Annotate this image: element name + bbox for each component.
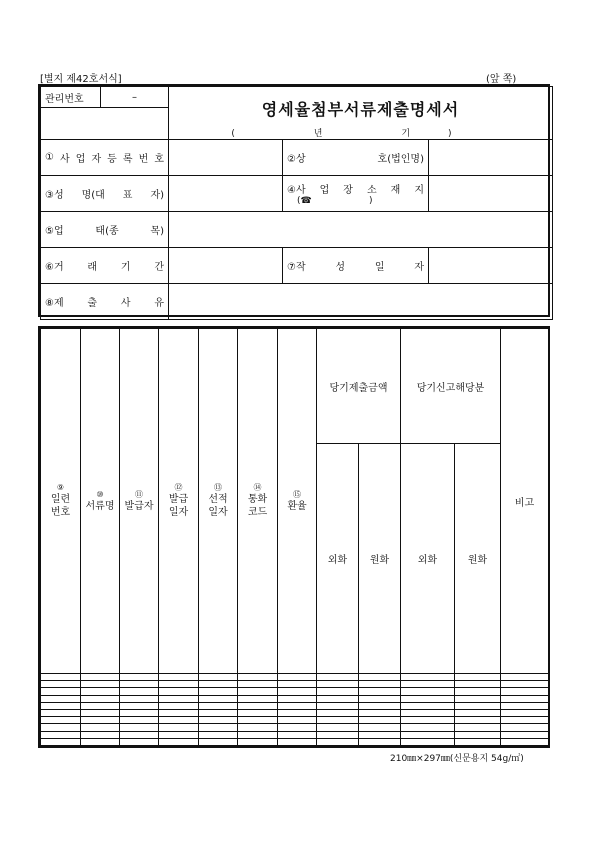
table-cell[interactable] <box>41 731 81 738</box>
mgmt-no-label: 관리번호 <box>41 87 101 108</box>
table-cell[interactable] <box>501 731 549 738</box>
table-cell[interactable] <box>317 702 359 709</box>
table-cell[interactable] <box>278 681 317 688</box>
table-cell[interactable] <box>317 674 359 681</box>
table-cell[interactable] <box>159 681 199 688</box>
table-cell[interactable] <box>317 695 359 702</box>
table-cell[interactable] <box>359 688 401 695</box>
reg-no-label: ① 사 업 자 등 록 번 호 <box>41 140 169 176</box>
group-reported: 당기신고해당분 <box>401 329 501 444</box>
table-cell[interactable] <box>501 717 549 724</box>
table-row <box>41 710 549 717</box>
page-side: (앞 쪽) <box>486 74 517 85</box>
table-cell[interactable] <box>238 688 278 695</box>
table-cell[interactable] <box>317 724 359 731</box>
col-note: 비고 <box>501 329 549 674</box>
table-cell[interactable] <box>199 695 238 702</box>
table-cell[interactable] <box>455 731 501 738</box>
col-rep-foreign: 외화 <box>401 444 455 674</box>
company-label: ②상 호(법인명) <box>283 140 429 176</box>
col-rate: ⑮ 환율 <box>278 329 317 674</box>
table-cell[interactable] <box>455 688 501 695</box>
table-cell[interactable] <box>120 674 159 681</box>
table-cell[interactable] <box>120 731 159 738</box>
table-cell[interactable] <box>41 724 81 731</box>
table-cell[interactable] <box>238 695 278 702</box>
table-cell[interactable] <box>81 674 120 681</box>
table-cell[interactable] <box>238 702 278 709</box>
table-cell[interactable] <box>199 702 238 709</box>
table-cell[interactable] <box>359 717 401 724</box>
table-row <box>41 681 549 688</box>
table-cell[interactable] <box>278 688 317 695</box>
table-cell[interactable] <box>278 717 317 724</box>
table-cell[interactable] <box>159 724 199 731</box>
table-cell[interactable] <box>455 674 501 681</box>
table-cell[interactable] <box>238 724 278 731</box>
table-cell[interactable] <box>159 702 199 709</box>
written-field[interactable] <box>429 248 553 284</box>
table-cell[interactable] <box>120 695 159 702</box>
period-label-cell: ⑥거 래 기 간 <box>41 248 169 284</box>
table-cell[interactable] <box>455 695 501 702</box>
table-cell[interactable] <box>278 731 317 738</box>
table-cell[interactable] <box>120 702 159 709</box>
table-cell[interactable] <box>278 724 317 731</box>
title-cell <box>169 87 553 140</box>
table-cell[interactable] <box>401 702 455 709</box>
form-number: [별지 제42호서식] <box>40 74 122 85</box>
table-cell[interactable] <box>455 702 501 709</box>
name-label: ③성 명(대 표 자) <box>41 176 169 212</box>
table-cell[interactable] <box>41 710 81 717</box>
table-cell[interactable] <box>81 724 120 731</box>
table-cell[interactable] <box>359 738 401 745</box>
table-cell[interactable] <box>401 695 455 702</box>
table-cell[interactable] <box>278 702 317 709</box>
table-cell[interactable] <box>41 688 81 695</box>
table-cell[interactable] <box>401 717 455 724</box>
table-cell[interactable] <box>401 688 455 695</box>
table-row <box>41 724 549 731</box>
table-cell[interactable] <box>278 695 317 702</box>
table-cell[interactable] <box>120 688 159 695</box>
table-cell[interactable] <box>455 710 501 717</box>
reg-no-field[interactable] <box>169 140 283 176</box>
phone-label: (☎ ) <box>297 196 373 206</box>
mgmt-blank <box>41 108 169 140</box>
address-field[interactable] <box>429 176 553 212</box>
business-label: ⑤업 태(종 목) <box>41 212 169 248</box>
paper-spec: 210㎜×297㎜(신문용지 54g/㎡) <box>390 754 524 764</box>
table-cell[interactable] <box>238 674 278 681</box>
table-cell[interactable] <box>159 688 199 695</box>
table-cell[interactable] <box>199 710 238 717</box>
table-cell[interactable] <box>455 738 501 745</box>
table-cell[interactable] <box>199 674 238 681</box>
table-row <box>41 717 549 724</box>
form-title: 영세율첨부서류제출명세서 <box>261 100 460 119</box>
table-cell[interactable] <box>159 717 199 724</box>
table-cell[interactable] <box>359 702 401 709</box>
table-cell[interactable] <box>501 738 549 745</box>
table-cell[interactable] <box>317 681 359 688</box>
table-cell[interactable] <box>81 710 120 717</box>
table-cell[interactable] <box>359 681 401 688</box>
table-row <box>41 695 549 702</box>
mgmt-no-value[interactable]: – <box>101 87 169 108</box>
col-currency: ⑭ 통화 코드 <box>238 329 278 674</box>
col-seq: ⑨ 일련 번호 <box>41 329 81 674</box>
table-cell[interactable] <box>81 695 120 702</box>
table-cell[interactable] <box>199 731 238 738</box>
table-cell[interactable] <box>81 731 120 738</box>
table-cell[interactable] <box>41 674 81 681</box>
table-cell[interactable] <box>159 710 199 717</box>
table-row <box>41 738 549 745</box>
table-cell[interactable] <box>199 688 238 695</box>
company-field[interactable] <box>429 140 553 176</box>
table-cell[interactable] <box>278 674 317 681</box>
address-label: ④사 업 장 소 재 지 (☎ ) <box>283 176 429 212</box>
col-doc-name: ⑩ 서류명 <box>81 329 120 674</box>
table-cell[interactable] <box>401 710 455 717</box>
table-cell[interactable] <box>317 710 359 717</box>
table-cell[interactable] <box>401 738 455 745</box>
table-cell[interactable] <box>501 702 549 709</box>
name-field[interactable] <box>169 176 283 212</box>
table-cell[interactable] <box>359 724 401 731</box>
table-cell[interactable] <box>159 674 199 681</box>
reason-field[interactable] <box>169 284 553 320</box>
table-cell[interactable] <box>120 738 159 745</box>
table-row <box>41 731 549 738</box>
table-cell[interactable] <box>159 695 199 702</box>
table-cell[interactable] <box>159 738 199 745</box>
table-row <box>41 674 549 681</box>
table-cell[interactable] <box>455 681 501 688</box>
table-cell[interactable] <box>317 731 359 738</box>
table-cell[interactable] <box>199 724 238 731</box>
business-field[interactable] <box>169 212 553 248</box>
table-cell[interactable] <box>238 681 278 688</box>
table-cell[interactable] <box>81 738 120 745</box>
table-cell[interactable] <box>81 717 120 724</box>
table-cell[interactable] <box>317 738 359 745</box>
table-cell[interactable] <box>238 738 278 745</box>
col-sub-won: 원화 <box>359 444 401 674</box>
table-cell[interactable] <box>359 695 401 702</box>
table-cell[interactable] <box>359 674 401 681</box>
table-row <box>41 688 549 695</box>
table-row <box>41 702 549 709</box>
table-cell[interactable] <box>199 681 238 688</box>
col-rep-won: 원화 <box>455 444 501 674</box>
table-cell[interactable] <box>81 688 120 695</box>
table-cell[interactable] <box>278 738 317 745</box>
col-issue-date: ⑫ 발급 일자 <box>159 329 199 674</box>
table-cell[interactable] <box>199 717 238 724</box>
table-cell[interactable] <box>120 724 159 731</box>
table-cell[interactable] <box>359 731 401 738</box>
period-field[interactable] <box>169 248 283 284</box>
info-section <box>38 84 550 317</box>
table-cell[interactable] <box>238 731 278 738</box>
table-cell[interactable] <box>455 717 501 724</box>
table-cell[interactable] <box>159 731 199 738</box>
table-cell[interactable] <box>317 717 359 724</box>
written-label: ⑦작 성 일 자 <box>283 248 429 284</box>
col-ship-date: ⑬ 선적 일자 <box>199 329 238 674</box>
table-cell[interactable] <box>401 724 455 731</box>
table-cell[interactable] <box>359 710 401 717</box>
detail-table <box>38 326 550 748</box>
table-cell[interactable] <box>501 681 549 688</box>
table-cell[interactable] <box>41 681 81 688</box>
group-submitted: 당기제출금액 <box>317 329 401 444</box>
table-cell[interactable] <box>81 681 120 688</box>
table-cell[interactable] <box>317 688 359 695</box>
table-cell[interactable] <box>41 717 81 724</box>
table-cell[interactable] <box>401 731 455 738</box>
table-cell[interactable] <box>401 674 455 681</box>
table-cell[interactable] <box>120 681 159 688</box>
table-cell[interactable] <box>238 710 278 717</box>
table-cell[interactable] <box>501 724 549 731</box>
table-cell[interactable] <box>401 681 455 688</box>
table-cell[interactable] <box>41 695 81 702</box>
table-cell[interactable] <box>120 710 159 717</box>
table-cell[interactable] <box>41 702 81 709</box>
reason-label: ⑧제 출 사 유 <box>41 284 169 320</box>
table-cell[interactable] <box>501 688 549 695</box>
table-cell[interactable] <box>199 738 238 745</box>
col-issuer: ⑪ 발급자 <box>120 329 159 674</box>
table-cell[interactable] <box>455 724 501 731</box>
table-cell[interactable] <box>278 710 317 717</box>
col-sub-foreign: 외화 <box>317 444 359 674</box>
table-cell[interactable] <box>501 674 549 681</box>
period-label: ( 년 기) <box>231 129 490 139</box>
table-cell[interactable] <box>238 717 278 724</box>
table-cell[interactable] <box>501 710 549 717</box>
table-cell[interactable] <box>41 738 81 745</box>
table-cell[interactable] <box>501 695 549 702</box>
table-cell[interactable] <box>81 702 120 709</box>
table-cell[interactable] <box>120 717 159 724</box>
